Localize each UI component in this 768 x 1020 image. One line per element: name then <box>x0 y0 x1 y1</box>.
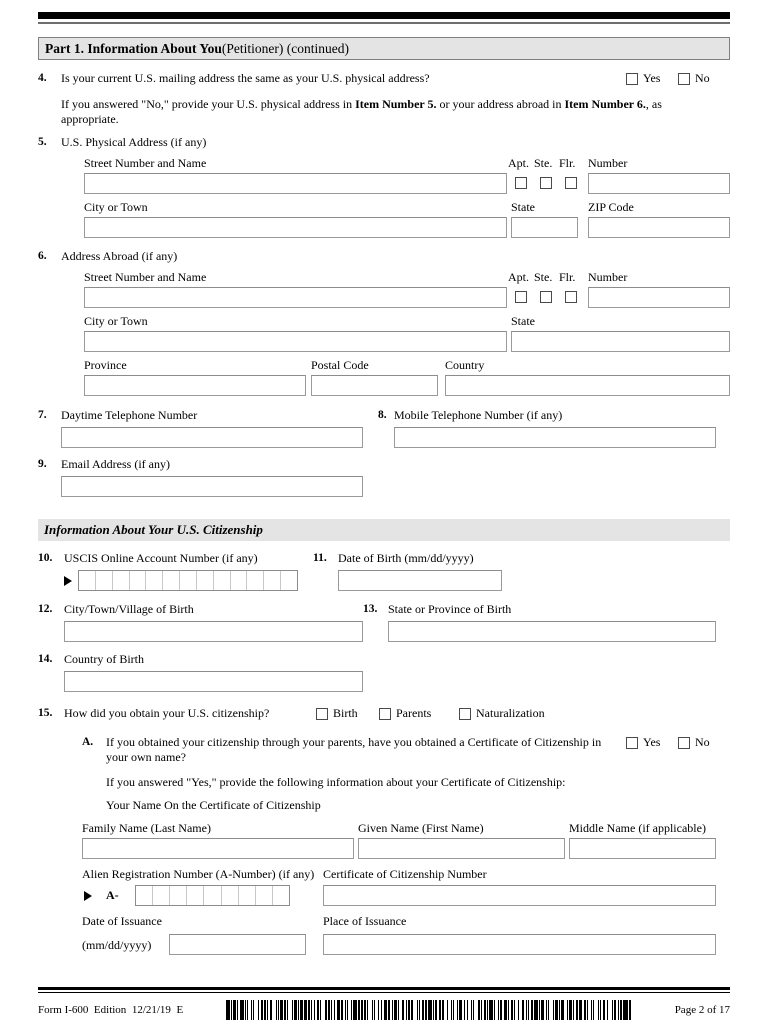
item-5-number-label: Number <box>588 156 628 170</box>
item-5-state-input[interactable] <box>511 217 578 238</box>
item-15a-name-labels <box>38 821 730 836</box>
item-4-note-line2: appropriate. <box>61 112 119 126</box>
item-6-apt-checkbox[interactable] <box>515 291 527 303</box>
item-15a-a-prefix: A- <box>106 888 119 902</box>
item-12-13-labels <box>38 602 730 618</box>
part-1-header-normal: (Petitioner) (continued) <box>221 40 349 56</box>
footer-form-name: Form I-600 <box>38 1004 89 1016</box>
footer-edition-suffix: E <box>176 1004 184 1016</box>
item-15a-cert-number-label: Certificate of Citizenship Number <box>323 867 487 881</box>
item-10-11-fields <box>38 570 730 592</box>
comb-cell[interactable] <box>180 571 197 590</box>
item-6-number-input[interactable] <box>588 287 730 308</box>
item-15a-given-name-label: Given Name (First Name) <box>358 821 484 835</box>
pointer-arrow-icon-2 <box>84 891 92 901</box>
item-15-row <box>38 706 730 723</box>
item-4-yes-checkbox[interactable] <box>626 73 638 85</box>
comb-cell[interactable] <box>170 886 187 905</box>
item-9-input[interactable] <box>61 476 363 497</box>
item-6-street-input[interactable] <box>84 287 507 308</box>
item-6-postal-input[interactable] <box>311 375 438 396</box>
item-6-number-label: Number <box>588 270 628 284</box>
item-15a-yes-option[interactable] <box>626 735 660 750</box>
item-15a-name-fields <box>38 838 730 860</box>
part-1-header <box>38 37 730 60</box>
item-5-apt-label: Apt. <box>508 156 529 170</box>
item-15-naturalization-option[interactable] <box>459 706 545 721</box>
item-4-note-e: , as <box>645 97 662 111</box>
item-15-birth-option[interactable] <box>316 706 358 721</box>
comb-cell[interactable] <box>273 886 289 905</box>
item-15a-anumber-fields <box>38 885 730 907</box>
item-6-state-input[interactable] <box>511 331 730 352</box>
item-15-parents-option[interactable] <box>379 706 431 721</box>
item-4-note <box>38 97 730 127</box>
item-14-country-of-birth-input[interactable] <box>64 671 363 692</box>
item-15a-issuance-fields <box>38 933 730 957</box>
item-5-number-input[interactable] <box>588 173 730 194</box>
item-6-row <box>38 249 730 265</box>
pointer-arrow-icon <box>64 576 72 586</box>
footer-barcode <box>226 1000 632 1020</box>
comb-cell[interactable] <box>214 571 231 590</box>
comb-cell[interactable] <box>239 886 256 905</box>
comb-cell[interactable] <box>264 571 281 590</box>
item-15a-family-name-input[interactable] <box>82 838 354 859</box>
comb-cell[interactable] <box>163 571 180 590</box>
comb-cell[interactable] <box>130 571 147 590</box>
item-15a-name-heading: Your Name On the Certificate of Citizenship <box>106 798 321 812</box>
comb-cell[interactable] <box>79 571 96 590</box>
item-6-country-input[interactable] <box>445 375 730 396</box>
item-6-city-fields <box>61 331 730 353</box>
item-15a-anumber-input[interactable] <box>135 885 290 906</box>
top-rule-thin <box>38 22 730 24</box>
item-15-birth-checkbox[interactable] <box>316 708 328 720</box>
item-12-number: 12. <box>38 603 53 615</box>
item-6-city-label: City or Town <box>84 314 148 328</box>
comb-cell[interactable] <box>256 886 273 905</box>
item-15a-no-label: No <box>695 735 710 749</box>
item-6-title: Address Abroad (if any) <box>61 249 178 263</box>
top-rule-thick <box>38 12 730 19</box>
item-5-street-fields <box>61 173 730 195</box>
item-14-number: 14. <box>38 653 53 665</box>
item-15a-no-checkbox[interactable] <box>678 737 690 749</box>
item-15-parents-label: Parents <box>396 706 432 720</box>
item-15-naturalization-label: Naturalization <box>476 706 545 720</box>
page-footer <box>38 1000 730 1020</box>
item-15a-question-line2: your own name? <box>106 750 186 764</box>
item-15a-row <box>38 735 730 769</box>
comb-cell[interactable] <box>113 571 130 590</box>
item-13-number: 13. <box>363 603 378 615</box>
item-8-number: 8. <box>378 409 387 421</box>
item-6-postal-label: Postal Code <box>311 358 369 372</box>
item-10-uscis-account-input[interactable] <box>78 570 298 591</box>
section-citizenship-header <box>38 519 730 541</box>
item-6-ste-label: Ste. <box>534 270 553 284</box>
footer-edition-label: Edition <box>93 1004 127 1016</box>
item-6-flr-label: Flr. <box>559 270 576 284</box>
item-4-note-c: or your address abroad in <box>436 97 565 111</box>
item-4-note-b: Item Number 5. <box>355 97 437 111</box>
footer-rule-thin <box>38 992 730 993</box>
item-4-no-option[interactable] <box>678 71 710 86</box>
item-5-flr-checkbox[interactable] <box>565 177 577 189</box>
item-5-ste-label: Ste. <box>534 156 553 170</box>
item-15a-middle-name-label: Middle Name (if applicable) <box>569 821 706 835</box>
item-4-note-a: If you answered "No," provide your U.S. physical address in <box>61 97 356 111</box>
item-15a-anumber-label: Alien Registration Number (A-Number) (if any) <box>82 867 315 881</box>
item-15a-no-option[interactable] <box>678 735 710 750</box>
item-6-flr-checkbox[interactable] <box>565 291 577 303</box>
item-6-ste-checkbox[interactable] <box>540 291 552 303</box>
item-6-province-label: Province <box>84 358 127 372</box>
item-5-state-label: State <box>511 200 535 214</box>
item-15a-family-name-label: Family Name (Last Name) <box>82 821 211 835</box>
item-13-label: State or Province of Birth <box>388 602 512 616</box>
item-9-number: 9. <box>38 458 47 470</box>
footer-rule-thick <box>38 987 730 990</box>
item-14-label-row <box>38 652 730 668</box>
item-15a-cert-number-input[interactable] <box>323 885 716 906</box>
item-15-parents-checkbox[interactable] <box>379 708 391 720</box>
item-15a-letter: A. <box>82 736 94 748</box>
item-9-label-row <box>38 457 730 473</box>
item-15a-place-issuance-input[interactable] <box>323 934 716 955</box>
item-14-field-row <box>38 671 730 693</box>
item-6-apt-label: Apt. <box>508 270 529 284</box>
comb-cell[interactable] <box>96 571 113 590</box>
item-5-row <box>38 135 730 151</box>
section-citizenship-title: Information About Your U.S. Citizenship <box>44 522 263 537</box>
item-15a-instruction: If you answered "Yes," provide the following information about your Certificate of Citizenship: <box>106 775 566 789</box>
item-5-ste-checkbox[interactable] <box>540 177 552 189</box>
item-15a-yes-label: Yes <box>643 735 661 749</box>
item-10-number: 10. <box>38 552 53 564</box>
item-12-city-of-birth-input[interactable] <box>64 621 363 642</box>
comb-cell[interactable] <box>247 571 264 590</box>
item-5-address-block <box>38 156 730 239</box>
item-6-country-label: Country <box>445 358 485 372</box>
comb-cell[interactable] <box>231 571 248 590</box>
item-4-yes-label: Yes <box>643 71 661 85</box>
item-5-number: 5. <box>38 136 47 148</box>
item-9-label: Email Address (if any) <box>61 457 170 471</box>
comb-cell[interactable] <box>281 571 297 590</box>
item-15a-middle-name-input[interactable] <box>569 838 716 859</box>
item-8-input[interactable] <box>394 427 716 448</box>
item-7-label: Daytime Telephone Number <box>61 408 198 422</box>
item-15a-place-issuance-label: Place of Issuance <box>323 914 407 928</box>
item-7-input[interactable] <box>61 427 363 448</box>
item-15a-issuance-labels <box>38 914 730 929</box>
item-15a-date-issuance-label: Date of Issuance <box>82 914 162 928</box>
item-15a-date-format-label: (mm/dd/yyyy) <box>82 938 152 952</box>
item-5-city-fields <box>61 217 730 239</box>
item-8-label: Mobile Telephone Number (if any) <box>394 408 563 422</box>
item-15-question: How did you obtain your U.S. citizenship? <box>64 706 270 720</box>
item-7-number: 7. <box>38 409 47 421</box>
part-1-header-bold: Part 1. Information About You <box>45 40 222 56</box>
item-6-state-label: State <box>511 314 535 328</box>
item-5-city-labels <box>61 200 730 215</box>
item-15a-yes-checkbox[interactable] <box>626 737 638 749</box>
item-12-label: City/Town/Village of Birth <box>64 602 194 616</box>
item-11-number: 11. <box>313 552 327 564</box>
footer-edition-date: 12/21/19 <box>131 1004 171 1016</box>
item-6-address-block <box>38 270 730 397</box>
item-6-province-labels <box>61 358 730 373</box>
item-5-city-label: City or Town <box>84 200 148 214</box>
item-15-birth-label: Birth <box>333 706 358 720</box>
item-11-date-of-birth-input[interactable] <box>338 570 502 591</box>
item-6-province-input[interactable] <box>84 375 306 396</box>
item-4-no-label: No <box>695 71 710 85</box>
item-4-note-line1 <box>61 97 730 112</box>
item-6-street-labels <box>61 270 730 285</box>
item-6-street-fields <box>61 287 730 309</box>
item-15a-question-line1: If you obtained your citizenship through your parents, have you obtained a Certificate of Citizenship in <box>106 735 602 749</box>
item-15a-anumber-labels <box>38 867 730 882</box>
item-4-yes-option[interactable] <box>626 71 660 86</box>
item-4-note-d: Item Number 6. <box>564 97 646 111</box>
item-14-label: Country of Birth <box>64 652 144 666</box>
item-5-street-input[interactable] <box>84 173 507 194</box>
item-7-8-fields <box>38 427 730 449</box>
item-4-question: Is your current U.S. mailing address the same as your U.S. physical address? <box>61 71 430 85</box>
item-6-street-label: Street Number and Name <box>84 270 207 284</box>
comb-cell[interactable] <box>222 886 239 905</box>
item-13-state-of-birth-input[interactable] <box>388 621 716 642</box>
item-10-11-labels <box>38 551 730 567</box>
item-4-number: 4. <box>38 72 47 84</box>
item-5-zip-label: ZIP Code <box>588 200 634 214</box>
item-5-title: U.S. Physical Address (if any) <box>61 135 207 149</box>
item-5-street-labels <box>61 156 730 171</box>
barcode-bar <box>631 1000 632 1020</box>
item-5-apt-checkbox[interactable] <box>515 177 527 189</box>
footer-rules <box>38 987 730 993</box>
item-5-city-input[interactable] <box>84 217 507 238</box>
comb-cell[interactable] <box>197 571 214 590</box>
item-11-label: Date of Birth (mm/dd/yyyy) <box>338 551 474 565</box>
item-9-field-row <box>38 476 730 498</box>
item-4-row <box>38 71 730 89</box>
item-6-city-input[interactable] <box>84 331 507 352</box>
item-5-zip-input[interactable] <box>588 217 730 238</box>
comb-cell[interactable] <box>204 886 221 905</box>
item-15-naturalization-checkbox[interactable] <box>459 708 471 720</box>
item-7-8-labels <box>38 408 730 424</box>
item-6-province-fields <box>61 375 730 397</box>
form-sheet <box>38 0 730 1020</box>
item-15-number: 15. <box>38 707 53 719</box>
comb-cell[interactable] <box>187 886 204 905</box>
item-4-no-checkbox[interactable] <box>678 73 690 85</box>
item-6-city-labels <box>61 314 730 329</box>
footer-form-info <box>38 1004 183 1016</box>
item-6-number: 6. <box>38 250 47 262</box>
item-12-13-fields <box>38 621 730 643</box>
item-5-flr-label: Flr. <box>559 156 576 170</box>
comb-cell[interactable] <box>146 571 163 590</box>
item-15a-date-issuance-input[interactable] <box>169 934 306 955</box>
item-10-label: USCIS Online Account Number (if any) <box>64 551 258 565</box>
comb-cell[interactable] <box>153 886 170 905</box>
item-15a-given-name-input[interactable] <box>358 838 565 859</box>
footer-page-number: Page 2 of 17 <box>674 1004 730 1016</box>
item-5-street-label: Street Number and Name <box>84 156 207 170</box>
comb-cell[interactable] <box>136 886 153 905</box>
